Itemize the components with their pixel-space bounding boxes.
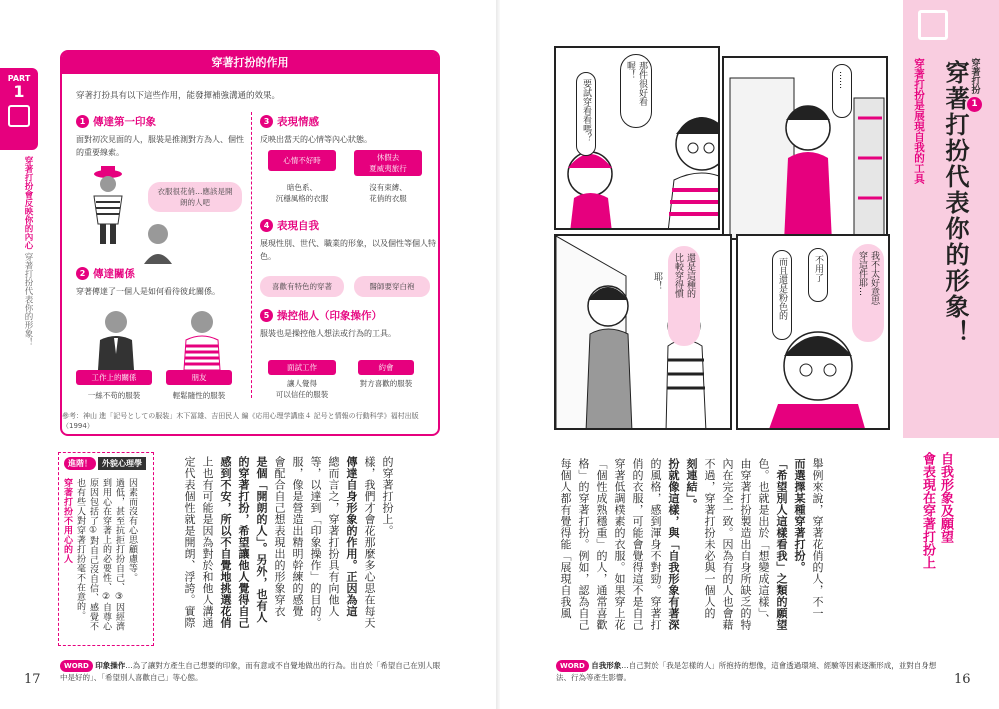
page-subtitle: 穿著打扮是展現自我的工具 [913, 58, 925, 184]
body-line: 樣，我們才會花那麼多心思在每天 [363, 456, 376, 629]
body-line: 由穿著打扮製造出自身所缺乏的特 [739, 458, 752, 631]
shirt-icon [918, 10, 948, 40]
word-note-left [60, 660, 444, 684]
comic-panel-4 [736, 234, 890, 430]
label-date: 約會 [358, 360, 414, 375]
section-number: 2 [76, 267, 89, 280]
body-line: 每個人都有覺得能「展現自我風 [559, 458, 572, 619]
label-job-interview: 面試工作 [268, 360, 336, 375]
part-tab [0, 68, 38, 150]
body-line: 的風格，感到渾身不對勁。穿著打 [649, 458, 662, 631]
body-line: 而選擇某種穿著打扮。 [793, 458, 806, 573]
body-line: 色。也就是出於「想變成這樣」、 [757, 458, 770, 625]
side-caption-main: 穿著打扮會反映你的內心 [23, 156, 33, 250]
column-line: 到用心在穿著上的必要性、②自尊心 [101, 478, 111, 631]
speech-bubble: 那件很好看喔！ [620, 54, 652, 128]
section-number: 3 [260, 115, 273, 128]
comic-panel-3 [554, 234, 732, 430]
column-tag-topic: 外貌心理學 [98, 457, 146, 470]
section-relationship [76, 266, 246, 298]
body-line: 不過，穿著打扮未必與一個人的 [703, 458, 716, 619]
body-line: 等，以達到「印象操作」的目的。 [309, 456, 322, 629]
speech-bubble: 而且還是粉色的 [772, 250, 792, 340]
caption-vacation: 沒有束縛、 花俏的衣服 [369, 183, 407, 203]
label-friend: 朋友 [166, 370, 232, 385]
speech-bubble: …… [832, 64, 852, 118]
speech-line: 比較穿得慣 [673, 253, 683, 298]
column-tag-advanced: 進階！ [64, 457, 96, 470]
column-line: 因素而沒有心思顧慮等。 [127, 478, 137, 583]
column-line: 也有些人對穿著打扮毫不在意的。 [75, 478, 85, 621]
right-page [500, 0, 999, 709]
body-line: 扮就像這樣，與「自我形象有著深 [667, 458, 680, 631]
word-tag: WORD [556, 660, 589, 672]
speech-line: 還是這種的 [685, 253, 695, 298]
comic-art-3 [556, 236, 732, 430]
body-line: 服，像是營造出精明幹練的感覺 [291, 456, 304, 617]
body-line: 舉例來說，穿著花俏的人，不一 [811, 458, 824, 619]
section-title: 表現自我 [277, 220, 319, 232]
column-heading: 穿著打扮不用心的人 [62, 478, 72, 564]
comic-panel-1 [554, 46, 720, 230]
body-line: 內在完全一致。因為有的人也會藉 [721, 458, 734, 631]
speech-bubble: 不用了 [808, 248, 828, 302]
info-box-intro: 穿著打扮具有以下這些作用，能發揮補強溝通的效果。 [76, 91, 281, 101]
section-number: 4 [260, 219, 273, 232]
comic-panel-2 [722, 56, 888, 240]
section-title: 操控他人（印象操作） [277, 310, 382, 322]
body-line: 總而言之，穿著打扮具有向他人 [327, 456, 340, 617]
thought-bubble: 衣服很花俏…應該是開朗的人吧 [148, 182, 242, 212]
page-number-right: 16 [954, 672, 971, 687]
section-divider [251, 112, 252, 398]
body-line: 感到不安，所以不自覺地挑選花俏 [219, 456, 232, 629]
word-text: …為了讓對方產生自己想要的印象，而有意或不自覺地做出的行為。出自於「希望自己在別人眼中是好的」、「希望別人喜歡自己」等心態。 [60, 661, 441, 682]
caption-friend: 輕鬆隨性的服裝 [172, 391, 226, 400]
page-title: 穿著打扮代表你的形象！ [941, 60, 969, 346]
column-label [64, 457, 146, 470]
body-line: 定代表個性就是開朗、浮誇。實際 [183, 456, 196, 629]
headline-line: 會表現在穿著打扮上 [920, 452, 935, 569]
speech-line: 穿這件耶… [857, 251, 867, 296]
part-number: 1 [13, 82, 25, 101]
caption-date: 對方喜歡的服裝 [359, 379, 413, 388]
section-title: 傳達關係 [93, 268, 135, 280]
part-label: PART [7, 74, 31, 83]
section-desc: 服裝也是操控他人想法或行為的工具。 [260, 329, 396, 338]
figures-first-impression [84, 164, 204, 264]
caption-bad-mood: 暗色系、 沉穩風格的衣服 [275, 183, 329, 203]
side-caption-sub: 穿著打扮代表你的形象！ [23, 252, 33, 346]
speech-line: 我不太好意思 [869, 251, 879, 305]
reference-note: 參考：神山 進「記号としての服装」木下冨雄、吉田民人 編《応用心理学講座４ 記号と情報の行動科学》福村出版（1994） [62, 412, 419, 430]
word-note-right [556, 660, 946, 684]
section-number: 5 [260, 309, 273, 322]
section-desc: 穿著傳達了一個人是如何看待彼此關係。 [76, 287, 220, 296]
label-bad-mood: 心情不好時 [268, 150, 336, 171]
word-term: 自我形象 [591, 661, 622, 670]
figures-relationship [92, 310, 222, 372]
title-number: 1 [967, 97, 982, 112]
section-title: 表現情感 [277, 116, 319, 128]
body-line: 俏的衣服，可能會覺得這不是自己 [631, 458, 644, 631]
label-work: 工作上的關係 [76, 370, 152, 385]
title-eyebrow-text: 穿著打扮 [969, 58, 980, 94]
section-first-impression [76, 114, 246, 159]
shirt-icon [8, 105, 30, 127]
section-headline [918, 452, 954, 569]
body-line: 的穿著打扮上。 [381, 456, 394, 537]
word-term: 印象操作 [95, 661, 126, 670]
side-caption [6, 156, 34, 366]
word-tag: WORD [60, 660, 93, 672]
section-number: 1 [76, 115, 89, 128]
body-line: 傳達自身形象的作用。正因為這 [345, 456, 358, 617]
headline-line: 自我形象及願望 [938, 452, 953, 543]
page-number-left: 17 [24, 672, 41, 687]
body-line: 會配合自己想表現出的形象穿衣 [273, 456, 286, 617]
speech-bubble [668, 246, 700, 346]
body-line: 的穿著打扮，希望讓他人覺得自己 [237, 456, 250, 629]
label-vacation: 休假去 夏威夷旅行 [354, 150, 422, 176]
caption-work: 一絲不苟的服裝 [87, 391, 141, 400]
section-emotion [260, 114, 436, 146]
column-body [60, 478, 138, 640]
label-unique-style: 喜歡有特色的穿著 [260, 276, 344, 297]
info-box [60, 50, 440, 436]
comic-art-2 [724, 58, 888, 240]
body-line: 是個「開朗的人」。另外，也有人 [255, 456, 268, 623]
body-line: 「希望別人這樣看我」之類的願望 [775, 458, 788, 631]
body-line: 格」的穿著打扮。例如，認為自己 [577, 458, 590, 631]
column-line: 原因包括了①對自己沒自信、感覺不 [88, 478, 98, 631]
body-line: 刻連結」。 [685, 458, 698, 510]
section-desc: 面對初次見面的人，服裝是推測對方為人、個性的重要線索。 [76, 135, 244, 157]
body-line: 穿著低調樸素的衣服。如果穿上花 [613, 458, 626, 631]
section-manipulation [260, 308, 436, 340]
body-text-right [556, 458, 826, 658]
caption-job-interview: 讓人覺得 可以信任的服裝 [275, 379, 329, 399]
column-line: 過低，甚至抗拒打扮自己、③因經濟 [114, 478, 124, 631]
speech-bubble: 耶！ [652, 272, 662, 290]
speech-bubble: 要試穿看看嗎？ [576, 72, 596, 156]
info-box-title: 穿著打扮的作用 [62, 52, 438, 74]
body-line: 「個性成熟穩重」的人，通常喜歡 [595, 458, 608, 631]
label-doctor-coat: 醫師要穿白袍 [354, 276, 430, 297]
section-self-expression [260, 218, 436, 263]
speech-bubble [852, 244, 884, 342]
body-text-left [180, 456, 396, 656]
word-text: …自己對於「我是怎樣的人」所抱持的想像，這會透過環境、經驗等因素逐漸形成，並對自身想法、行為等產生影響。 [556, 661, 937, 682]
body-line: 上也有可能是因為對於和他人溝通 [201, 456, 214, 629]
section-title: 傳達第一印象 [93, 116, 156, 128]
section-desc: 展現性別、世代、職業的形象，以及個性等個人特色。 [260, 239, 436, 261]
section-desc: 反映出當天的心情等內心狀態。 [260, 135, 372, 144]
left-page [0, 0, 497, 709]
